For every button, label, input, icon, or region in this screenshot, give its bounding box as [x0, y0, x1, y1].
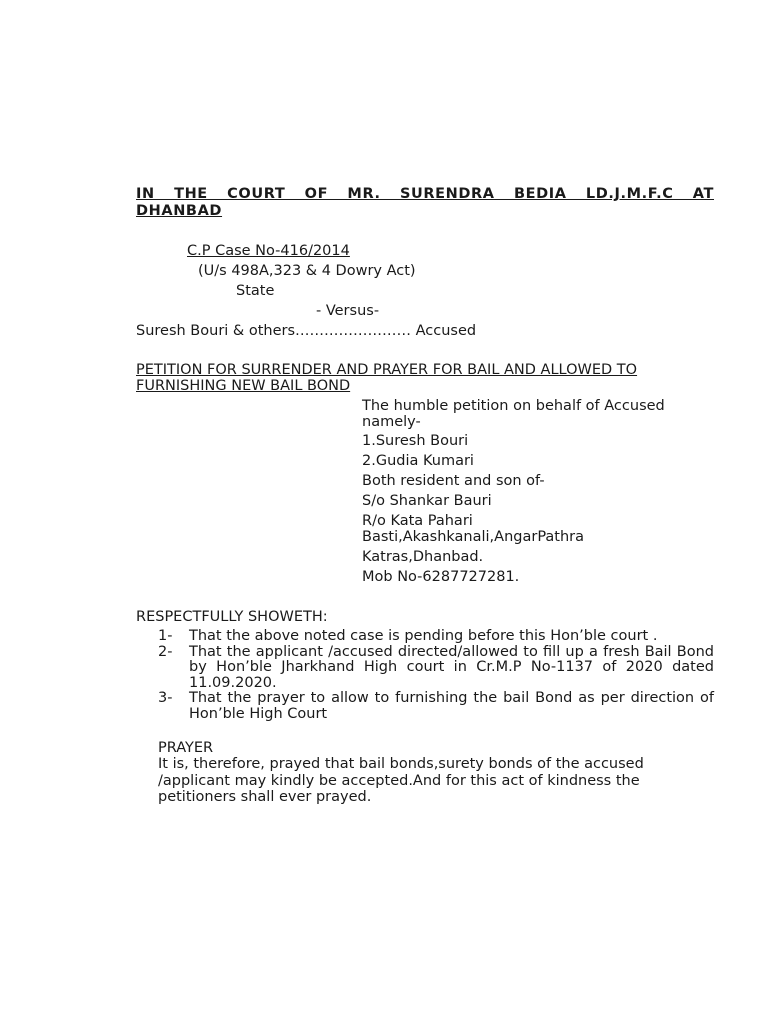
showeth-list	[158, 629, 714, 722]
case-number: C.P Case No-416/2014	[187, 243, 350, 259]
accused-1: 1.Suresh Bouri	[362, 433, 469, 449]
accused-2: 2.Gudia Kumari	[362, 453, 474, 469]
mobile-number: Mob No-6287727281.	[362, 569, 520, 585]
list-item-number: 3-	[158, 690, 173, 706]
petition-intro: The humble petition on behalf of Accused	[362, 398, 665, 414]
address-line2: Basti,Akashkanali,AngarPathra	[362, 529, 585, 545]
case-sections: (U/s 498A,323 & 4 Dowry Act)	[198, 263, 416, 279]
prayer-heading: PRAYER	[158, 740, 214, 756]
petition-intro-namely: namely-	[362, 414, 421, 430]
prayer-text: It is, therefore, prayed that bail bonds,surety bonds of the accused /applicant may kindly be accepted.And for this act of kindness the petitioners shall ever prayed.	[158, 756, 644, 805]
list-item	[158, 691, 714, 722]
court-heading-line2: DHANBAD	[136, 203, 223, 219]
court-heading-line1: IN THE COURT OF MR. SURENDRA BEDIA LD.J.M.F.C AT	[136, 186, 714, 202]
list-item-number: 1-	[158, 628, 173, 644]
address-line3: Katras,Dhanbad.	[362, 549, 484, 565]
petition-title: PETITION FOR SURRENDER AND PRAYER FOR BAIL AND ALLOWED TO FURNISHING NEW BAIL BOND	[136, 362, 638, 394]
list-item-number: 2-	[158, 643, 173, 660]
list-item-text: That the above noted case is pending before this Hon’ble court .	[189, 628, 658, 644]
relation-text: Both resident and son of-	[362, 473, 545, 489]
party-accused: Suresh Bouri & others…………………… Accused	[136, 323, 477, 339]
versus-label: - Versus-	[316, 303, 380, 319]
list-item-text: That the prayer to allow to furnishing the bail Bond as per direction of Hon’ble High Court	[189, 690, 714, 722]
father-name: S/o Shankar Bauri	[362, 493, 492, 509]
address-line1: R/o Kata Pahari	[362, 513, 473, 529]
list-item-text: That the applicant /accused directed/allowed to fill up a fresh Bail Bond by Hon’ble Jharkhand High court in Cr.M.P No-1137 of 2020 dated 11.09.2020.	[189, 643, 714, 691]
party-state: State	[236, 283, 275, 299]
list-item	[158, 629, 714, 645]
list-item	[158, 645, 714, 692]
showeth-heading: RESPECTFULLY SHOWETH:	[136, 609, 328, 625]
